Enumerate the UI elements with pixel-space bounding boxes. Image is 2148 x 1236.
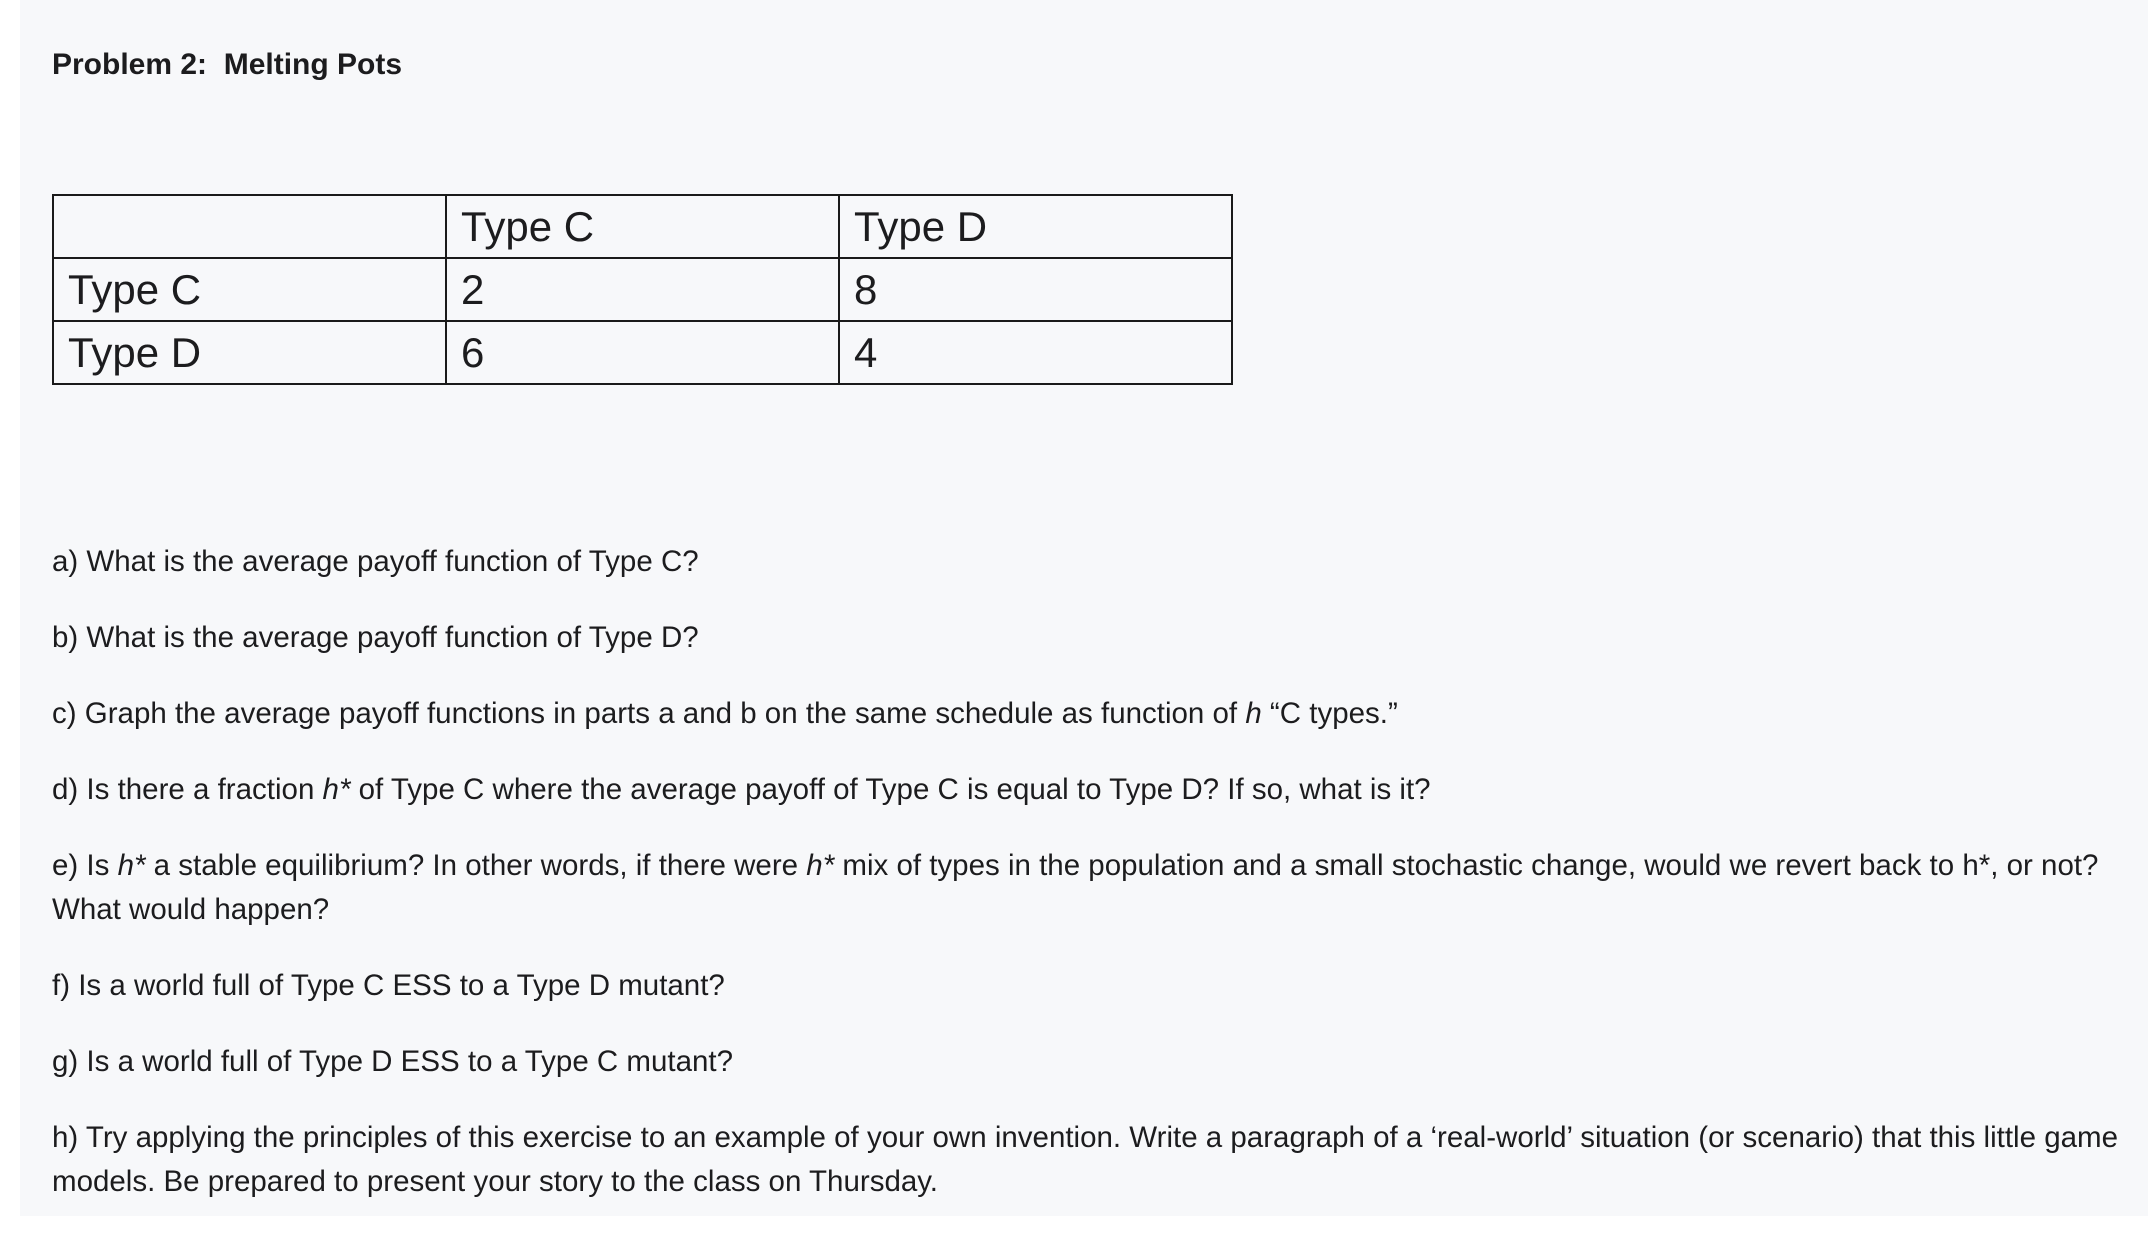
payoff-cell-d-c: 6 xyxy=(446,321,839,384)
question-d xyxy=(52,768,2132,812)
question-c-text: c) Graph the average payoff functions in parts a and b on the same schedule as function of xyxy=(52,697,1246,730)
problem-title: Problem 2: Melting Pots xyxy=(52,48,403,81)
row-header-type-c: Type C xyxy=(53,258,446,321)
row-header-type-d: Type D xyxy=(53,321,446,384)
question-e xyxy=(52,844,2132,932)
table-header-row xyxy=(53,195,1232,258)
question-a: a) What is the average payoff function of Type C? xyxy=(52,545,699,578)
question-e-text-end: mix of types in the population and a small stochastic change, would we revert back to h*, or not? What would happen? xyxy=(52,849,2099,926)
table-corner-cell xyxy=(53,195,446,258)
payoff-matrix-table xyxy=(52,194,1233,385)
question-f: f) Is a world full of Type C ESS to a Type D mutant? xyxy=(52,969,725,1002)
question-g: g) Is a world full of Type D ESS to a Type C mutant? xyxy=(52,1045,734,1078)
column-header-type-c: Type C xyxy=(446,195,839,258)
payoff-cell-c-c: 2 xyxy=(446,258,839,321)
question-e-text: e) Is xyxy=(52,849,118,882)
variable-h: h xyxy=(1245,697,1262,730)
variable-h-star: h* xyxy=(117,849,146,882)
question-c-text-end: “C types.” xyxy=(1261,697,1398,730)
document-page xyxy=(20,0,2148,1216)
variable-h-star: h* xyxy=(322,773,351,806)
question-h: h) Try applying the principles of this exercise to an example of your own invention. Write a paragraph of a ‘real-world’ situation (or scenario) that this little game models. Be prepared to present your story to the class on Thursday. xyxy=(52,1121,2119,1198)
question-d-text: d) Is there a fraction xyxy=(52,773,323,806)
table-row xyxy=(53,321,1232,384)
question-list xyxy=(52,540,2132,1236)
table-row xyxy=(53,258,1232,321)
payoff-cell-c-d: 8 xyxy=(839,258,1232,321)
question-b: b) What is the average payoff function of Type D? xyxy=(52,621,699,654)
payoff-cell-d-d: 4 xyxy=(839,321,1232,384)
question-d-text-end: of Type C where the average payoff of Type C is equal to Type D? If so, what is it? xyxy=(350,773,1431,806)
question-c xyxy=(52,692,2132,736)
variable-h-star: h* xyxy=(806,849,835,882)
column-header-type-d: Type D xyxy=(839,195,1232,258)
question-e-text-mid: a stable equilibrium? In other words, if there were xyxy=(145,849,807,882)
